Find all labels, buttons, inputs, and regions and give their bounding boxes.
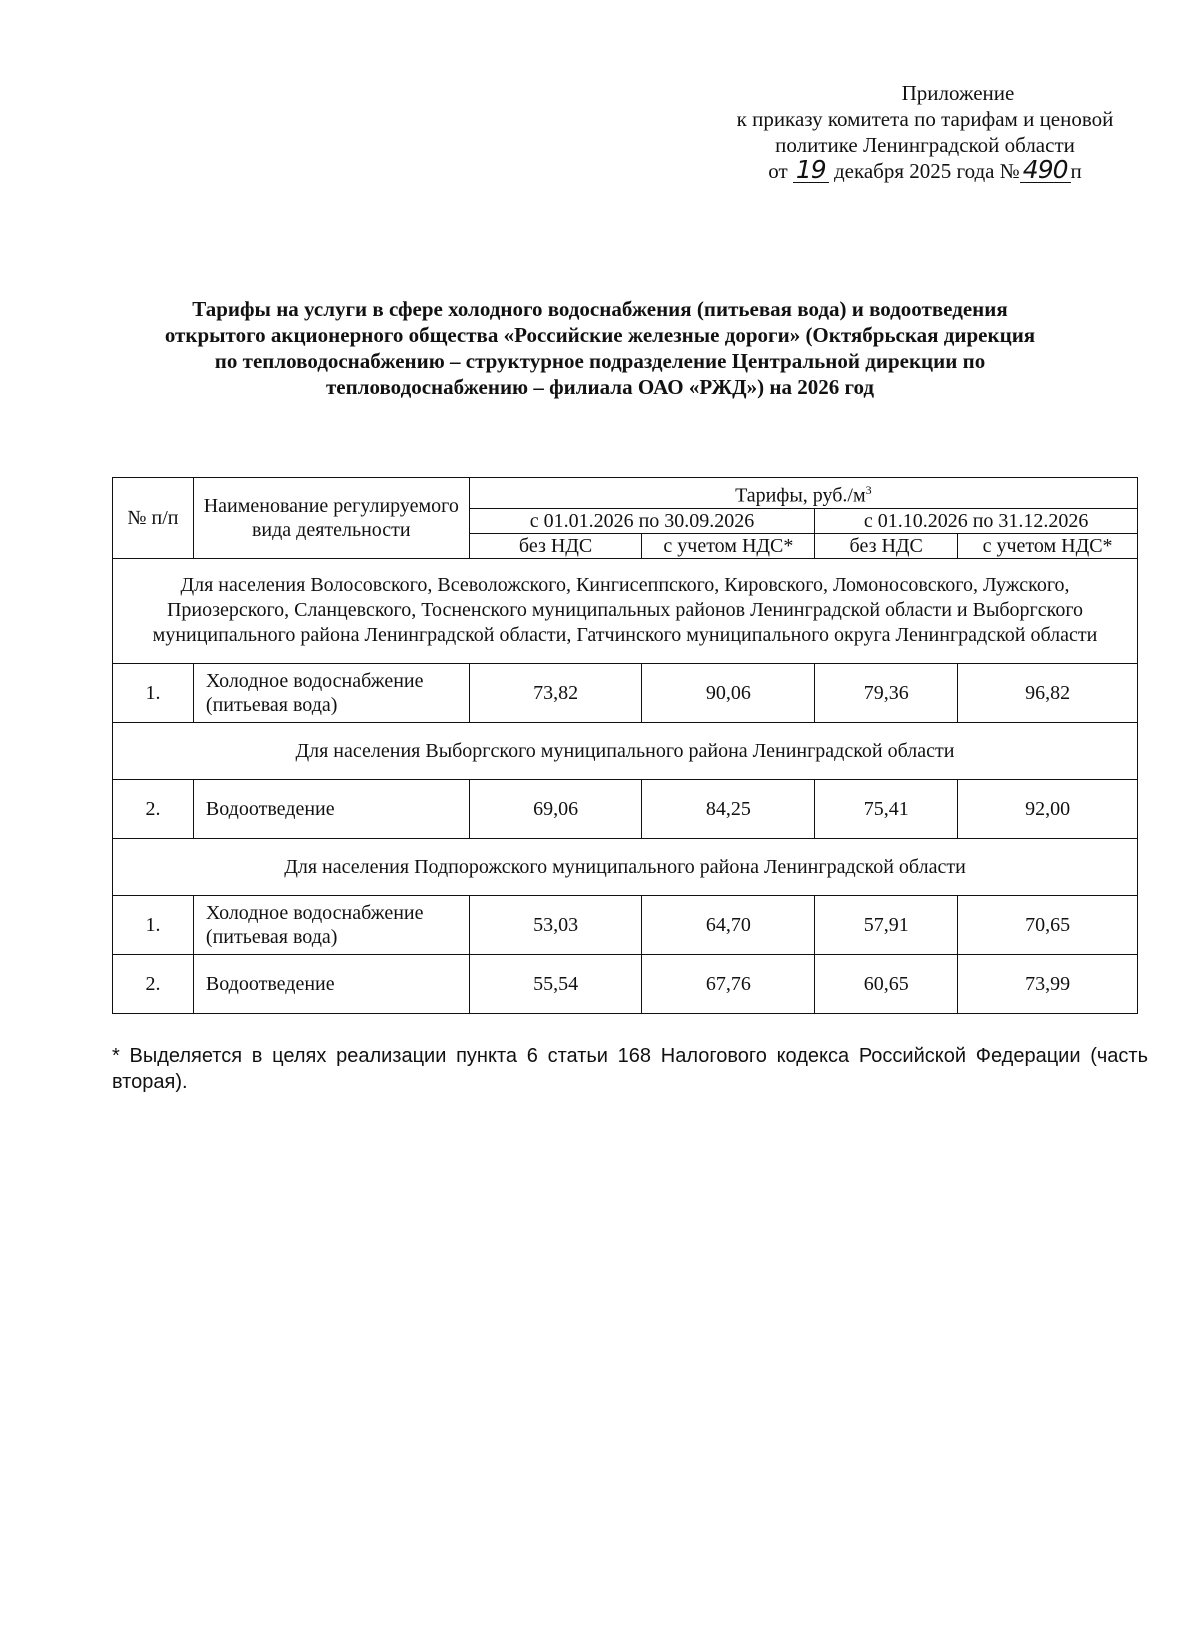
col-header-period-2: с 01.10.2026 по 31.12.2026 bbox=[815, 508, 1138, 533]
col-header-number: № п/п bbox=[113, 478, 194, 559]
col-header-p1-with-vat: с учетом НДС* bbox=[642, 533, 815, 558]
col-header-p2-no-vat: без НДС bbox=[815, 533, 958, 558]
col-header-p1-no-vat: без НДС bbox=[469, 533, 642, 558]
title-line-3: по тепловодоснабжению – структурное подразделение Центральной дирекции по bbox=[214, 349, 986, 373]
row-p1-with-vat: 64,70 bbox=[642, 895, 815, 954]
tariffs-table bbox=[112, 477, 1138, 1014]
appendix-authority: политике Ленинградской области bbox=[775, 133, 1075, 157]
section-row bbox=[113, 558, 1138, 663]
row-p1-no-vat: 69,06 bbox=[469, 779, 642, 838]
row-p2-with-vat: 96,82 bbox=[958, 663, 1138, 722]
section-title: Для населения Выборгского муниципального района Ленинградской области bbox=[113, 722, 1138, 779]
section-row bbox=[113, 838, 1138, 895]
table-row bbox=[113, 779, 1138, 838]
row-activity-name: Холодное водоснабжение (питьевая вода) bbox=[193, 663, 469, 722]
section-title: Для населения Подпорожского муниципального района Ленинградской области bbox=[113, 838, 1138, 895]
header-row-1 bbox=[113, 478, 1138, 509]
table-row bbox=[113, 895, 1138, 954]
row-p2-with-vat: 73,99 bbox=[958, 954, 1138, 1013]
title-line-2: открытого акционерного общества «Российские железные дороги» (Октябрьская дирекция bbox=[164, 323, 1036, 347]
handwritten-day: 19 bbox=[793, 158, 829, 183]
title-line-1: Тарифы на услуги в сфере холодного водоснабжения (питьевая вода) и водоотведения bbox=[192, 297, 1008, 321]
footnote: * Выделяется в целях реализации пункта 6 статьи 168 Налогового кодекса Российской Федерации (часть вторая). bbox=[112, 1045, 1148, 1093]
row-p2-no-vat: 79,36 bbox=[815, 663, 958, 722]
tariffs-unit-sup: 3 bbox=[865, 483, 872, 497]
row-p1-with-vat: 84,25 bbox=[642, 779, 815, 838]
row-p1-no-vat: 73,82 bbox=[469, 663, 642, 722]
row-p2-no-vat: 57,91 bbox=[815, 895, 958, 954]
row-p2-with-vat: 70,65 bbox=[958, 895, 1138, 954]
col-header-p2-with-vat: с учетом НДС* bbox=[958, 533, 1138, 558]
tariffs-label: Тарифы, руб./м bbox=[735, 484, 866, 507]
order-number-suffix: п bbox=[1070, 159, 1082, 183]
section-title: Для населения Волосовского, Всеволожского, Кингисеппского, Кировского, Ломоносовского, Лужского, Приозерского, Сланцевского, Тосненского муниципальных районов Ленинградской области и Выборгского муниципального района Ленинградской области, Гатчинского муниципального округа Ленинградской области bbox=[113, 558, 1138, 663]
row-p2-no-vat: 75,41 bbox=[815, 779, 958, 838]
col-header-period-1: с 01.01.2026 по 30.09.2026 bbox=[469, 508, 815, 533]
row-activity-name: Холодное водоснабжение (питьевая вода) bbox=[193, 895, 469, 954]
appendix-header bbox=[690, 80, 1160, 184]
title-line-4: тепловодоснабжению – филиала ОАО «РЖД») на 2026 год bbox=[325, 375, 875, 399]
row-p2-with-vat: 92,00 bbox=[958, 779, 1138, 838]
row-number: 1. bbox=[113, 895, 194, 954]
col-header-name: Наименование регулируемого вида деятельности bbox=[193, 478, 469, 559]
table-row bbox=[113, 954, 1138, 1013]
row-activity-name: Водоотведение bbox=[193, 779, 469, 838]
document-title bbox=[100, 296, 1100, 400]
row-p1-with-vat: 90,06 bbox=[642, 663, 815, 722]
table-row bbox=[113, 663, 1138, 722]
row-p2-no-vat: 60,65 bbox=[815, 954, 958, 1013]
row-p1-no-vat: 53,03 bbox=[469, 895, 642, 954]
row-activity-name: Водоотведение bbox=[193, 954, 469, 1013]
date-middle: декабря 2025 года № bbox=[833, 159, 1020, 183]
row-p1-with-vat: 67,76 bbox=[642, 954, 815, 1013]
appendix-order-ref: к приказу комитета по тарифам и ценовой bbox=[736, 107, 1114, 131]
row-number: 2. bbox=[113, 954, 194, 1013]
appendix-date-line bbox=[690, 155, 1160, 184]
row-number: 1. bbox=[113, 663, 194, 722]
appendix-label: Приложение bbox=[901, 81, 1015, 105]
handwritten-order-number: 490 bbox=[1020, 158, 1071, 183]
date-prefix: от bbox=[768, 159, 788, 183]
row-number: 2. bbox=[113, 779, 194, 838]
row-p1-no-vat: 55,54 bbox=[469, 954, 642, 1013]
col-header-tariffs bbox=[469, 478, 1137, 509]
section-row bbox=[113, 722, 1138, 779]
